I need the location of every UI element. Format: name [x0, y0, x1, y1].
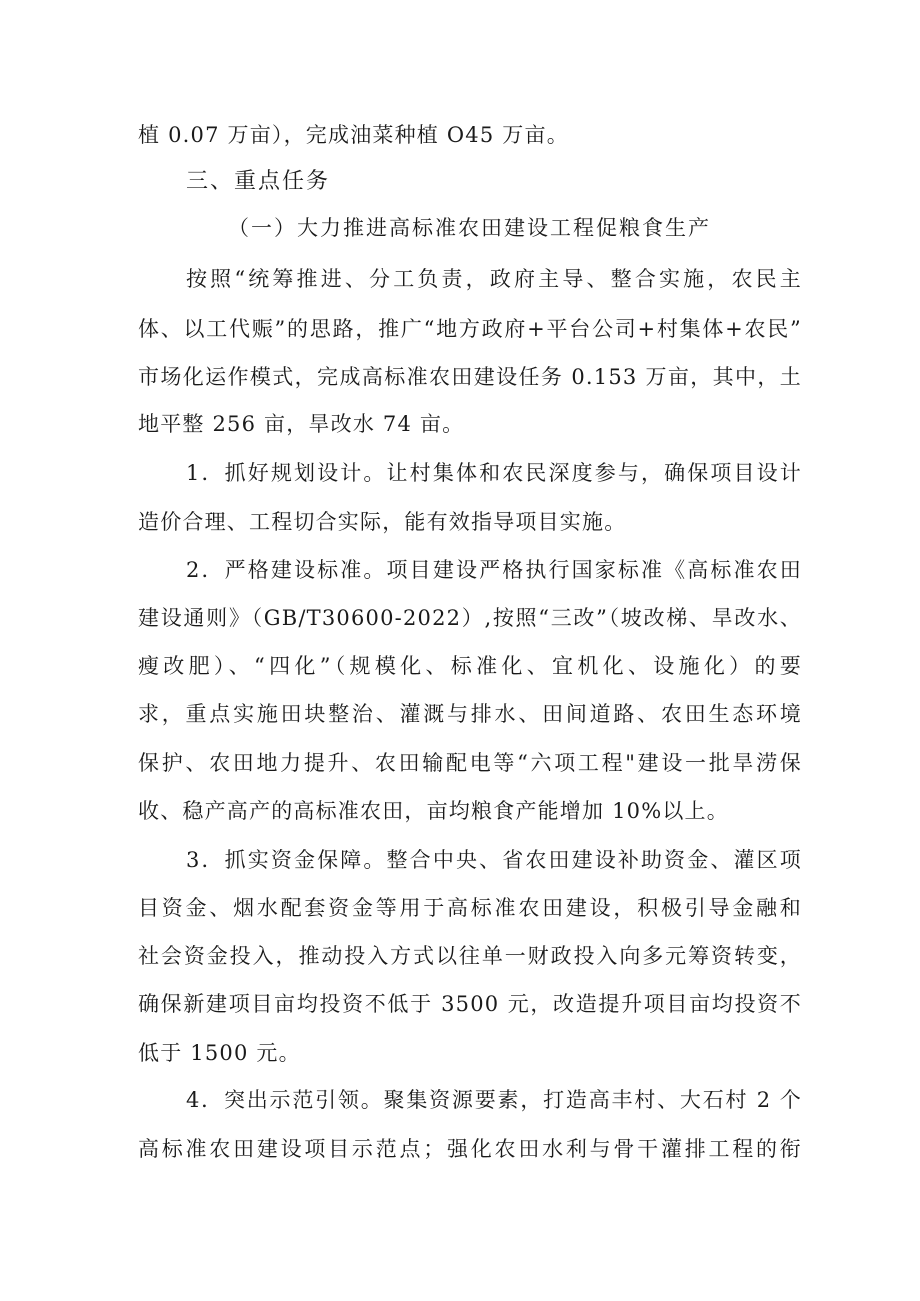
text-line: 造价合理、工程切合实际，能有效指导项目实施。 [138, 510, 627, 534]
text-line: 瘦改肥）、“四化”（规模化、标准化、宜机化、设施化）的要 [138, 654, 802, 678]
text-line: 地平整 256 亩，旱改水 74 亩。 [138, 412, 465, 436]
text-line: 植 0.07 万亩），完成油菜种植 O45 万亩。 [138, 123, 569, 147]
text-line: 建设通则》（GB/T30600-2022）,按照“三改”（坡改梯、旱改水、 [138, 606, 802, 630]
text-line: 目资金、烟水配套资金等用于高标准农田建设，积极引导金融和 [138, 896, 802, 920]
text-line: 3．抓实资金保障。整合中央、省农田建设补助资金、灌区项 [186, 848, 802, 872]
text-line: 社会资金投入，推动投入方式以往单一财政投入向多元筹资转变， [138, 944, 802, 968]
section-heading: 三、重点任务 [186, 169, 331, 194]
text-line: 按照“统筹推进、分工负责，政府主导、整合实施，农民主 [186, 267, 802, 291]
text-line: 高标准农田建设项目示范点；强化农田水利与骨干灌排工程的衔 [138, 1137, 802, 1161]
text-line: 收、稳产高产的高标准农田，亩均粮食产能增加 10%以上。 [138, 799, 729, 823]
text-line: 求，重点实施田块整治、灌溉与排水、田间道路、农田生态环境 [138, 702, 802, 726]
subsection-heading: （一）大力推进高标准农田建设工程促粮食生产 [228, 216, 711, 240]
text-line: 1．抓好规划设计。让村集体和农民深度参与，确保项目设计 [186, 461, 802, 485]
text-line: 4．突出示范引领。聚集资源要素，打造高丰村、大石村 2 个 [186, 1088, 802, 1112]
text-line: 市场化运作模式，完成高标准农田建设任务 0.153 万亩，其中，土 [138, 365, 802, 389]
text-line: 保护、农田地力提升、农田输配电等“六项工程"建设一批旱涝保 [138, 751, 802, 775]
text-line: 体、以工代赈”的思路，推广“地方政府+平台公司+村集体+农民” [138, 317, 802, 341]
text-line: 2．严格建设标准。项目建设严格执行国家标准《高标准农田 [186, 558, 802, 582]
text-line: 确保新建项目亩均投资不低于 3500 元，改造提升项目亩均投资不 [138, 992, 802, 1016]
text-line: 低于 1500 元。 [138, 1041, 301, 1065]
